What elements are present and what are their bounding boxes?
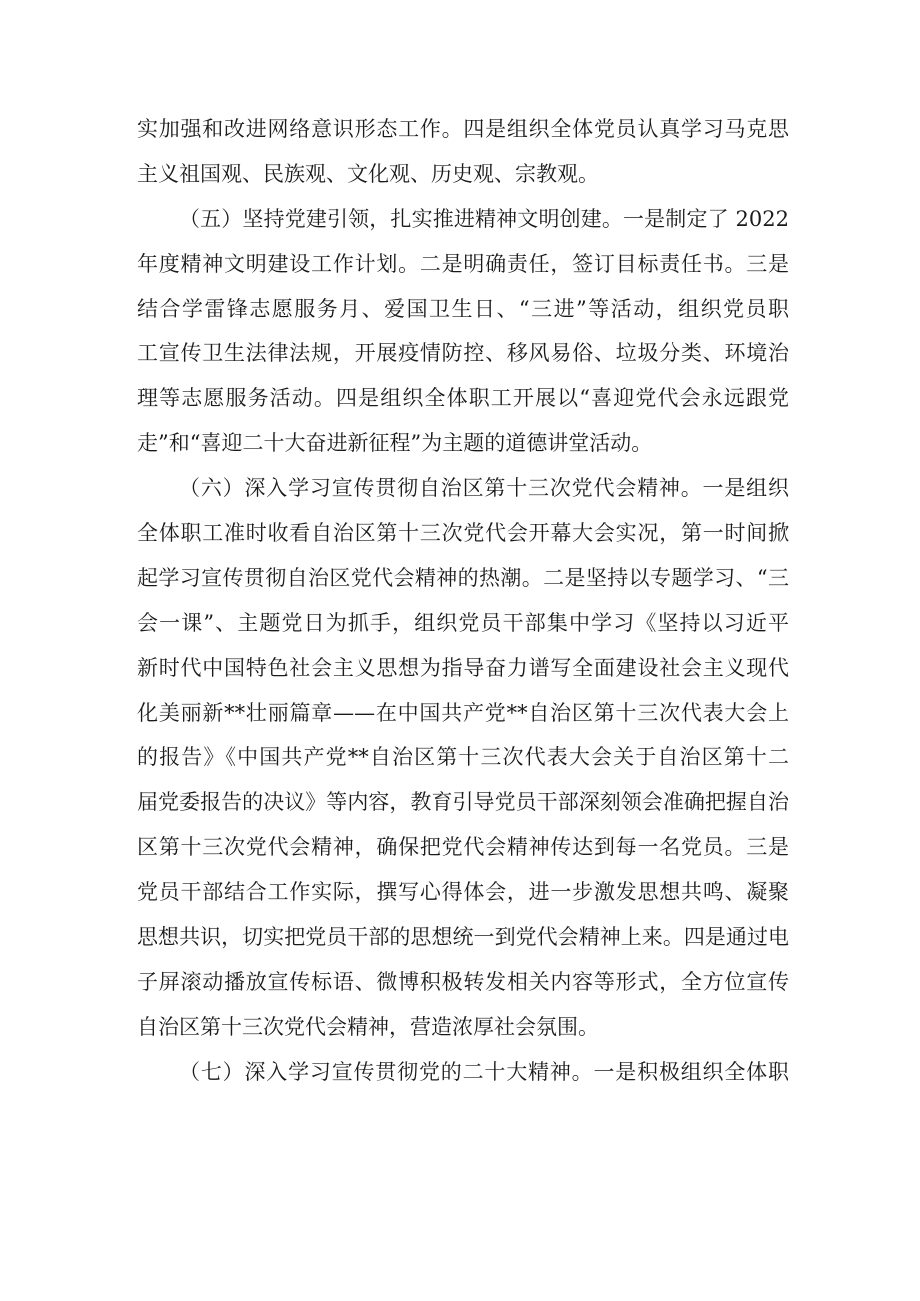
body-line: 党员干部结合工作实际，撰写心得体会，进一步激发思想共鸣、凝聚 xyxy=(137,880,789,905)
body-line: 走”和“喜迎二十大奋进新征程”为主题的道德讲堂活动。 xyxy=(137,431,653,456)
body-line: 自治区第十三次党代会精神，营造浓厚社会氛围。 xyxy=(137,1014,599,1039)
body-line: 届党委报告的决议》等内容，教育引导党员干部深刻领会准确把握自治 xyxy=(137,790,789,815)
body-line: 工宣传卫生法律法规，开展疫情防控、移风易俗、垃圾分类、环境治 xyxy=(137,341,789,366)
body-line: 主义祖国观、民族观、文化观、历史观、宗教观。 xyxy=(137,161,599,186)
body-line: 的报告》《中国共产党**自治区第十三次代表大会关于自治区第十二 xyxy=(137,745,789,770)
body-line: 理等志愿服务活动。四是组织全体职工开展以“喜迎党代会永远跟党 xyxy=(137,386,789,411)
body-line: 会一课”、主题党日为抓手，组织党员干部集中学习《坚持以习近平 xyxy=(137,610,789,635)
body-line: 区第十三次党代会精神，确保把党代会精神传达到每一名党员。三是 xyxy=(137,835,789,860)
section-5-heading-line: （五）坚持党建引领，扎实推进精神文明创建。一是制定了 2022 xyxy=(179,206,789,231)
body-line: 全体职工准时收看自治区第十三次党代会开幕大会实况，第一时间掀 xyxy=(137,521,789,546)
body-line: 化美丽新**壮丽篇章——在中国共产党**自治区第十三次代表大会上 xyxy=(137,700,789,725)
body-line: 子屏滚动播放宣传标语、微博积极转发相关内容等形式，全方位宣传 xyxy=(137,969,789,994)
body-line: 起学习宣传贯彻自治区党代会精神的热潮。二是坚持以专题学习、“三 xyxy=(137,565,789,590)
body-line: 年度精神文明建设工作计划。二是明确责任，签订目标责任书。三是 xyxy=(137,251,789,276)
section-6-heading-line: （六）深入学习宣传贯彻自治区第十三次党代会精神。一是组织 xyxy=(179,476,789,501)
document-body xyxy=(137,111,789,1099)
body-line: 实加强和改进网络意识形态工作。四是组织全体党员认真学习马克思 xyxy=(137,117,789,141)
section-7-heading-line: （七）深入学习宣传贯彻党的二十大精神。一是积极组织全体职 xyxy=(179,1059,789,1084)
body-line: 结合学雷锋志愿服务月、爱国卫生日、“三进”等活动，组织党员职 xyxy=(137,296,789,321)
body-line: 新时代中国特色社会主义思想为指导奋力谱写全面建设社会主义现代 xyxy=(137,655,789,680)
body-line: 思想共识，切实把党员干部的思想统一到党代会精神上来。四是通过电 xyxy=(137,925,789,950)
